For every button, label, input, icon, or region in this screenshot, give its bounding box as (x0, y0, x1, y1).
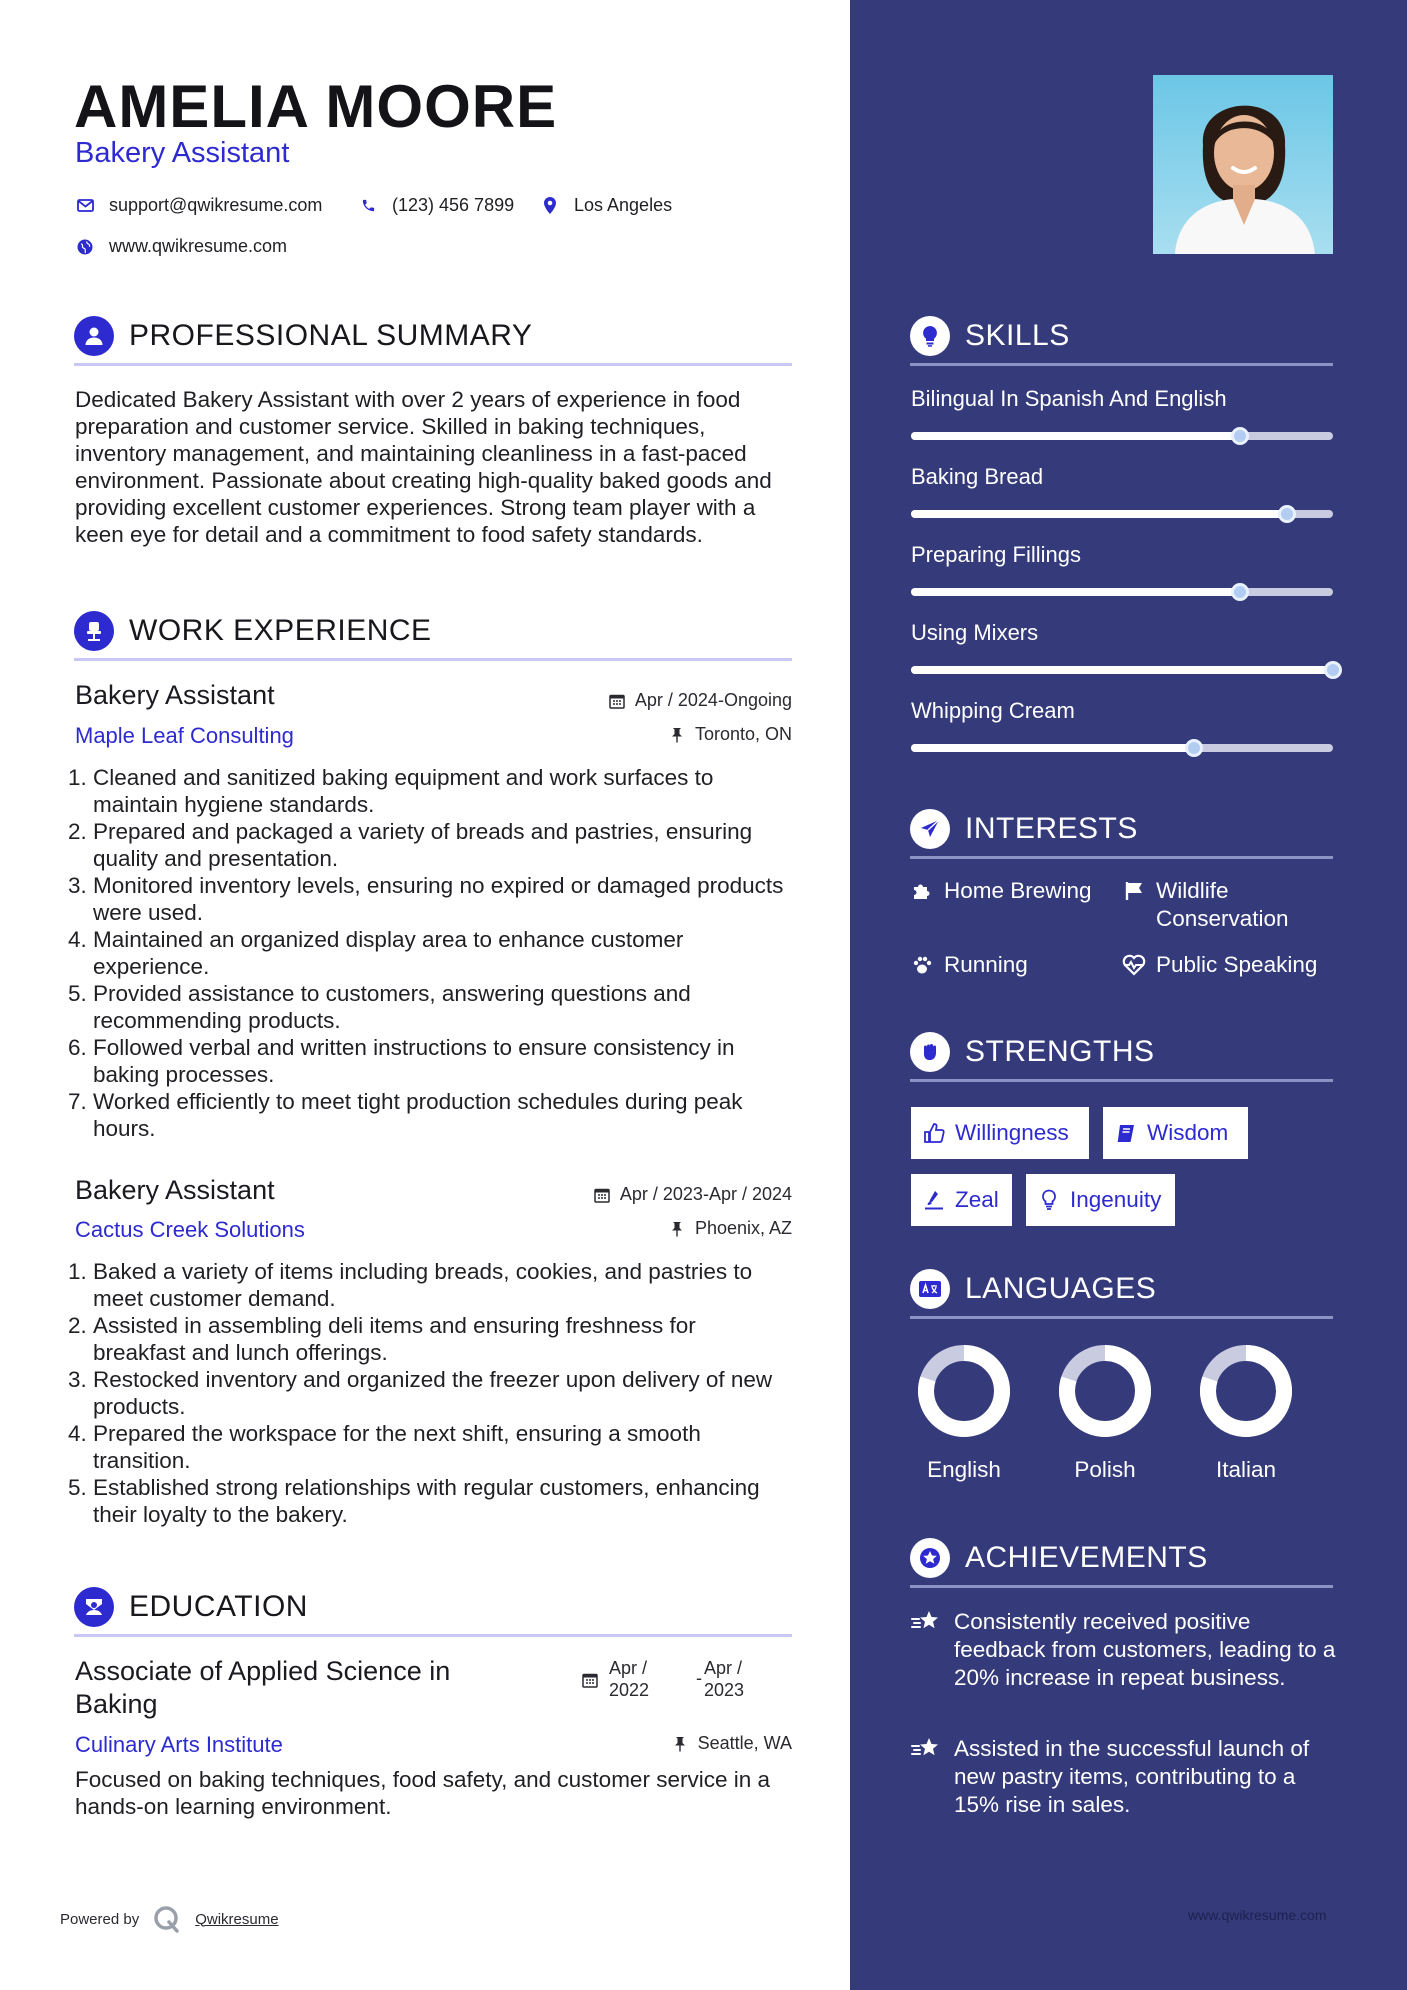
interests-heading: INTERESTS (965, 812, 1138, 845)
language-level-ring (916, 1343, 1012, 1439)
interest-label: Wildlife Conservation (1156, 878, 1289, 931)
powered-by (60, 1905, 279, 1933)
skill-label: Preparing Fillings (911, 542, 1081, 567)
website-text: www.qwikresume.com (109, 236, 288, 256)
list-item: 4. Prepared the workspace for the next shift, ensuring a smooth transition. (93, 1420, 793, 1474)
summary-text: Dedicated Bakery Assistant with over 2 years of experience in food preparation and customer service. Skilled in baking techniques, inventory management, and maintaining cleanliness in a fast-paced environment. Passionate about creating high-quality baked goods and providing excellent customer experiences. Strong team player with a keen eye for detail and a commitment to food safety standards. (75, 387, 772, 547)
job-2-company: Cactus Creek Solutions (75, 1217, 305, 1242)
strength-label: Ingenuity (1070, 1187, 1162, 1212)
job-1-duties (93, 764, 793, 1142)
interest-label: Home Brewing (944, 878, 1092, 903)
calendar-icon (582, 1671, 598, 1693)
language-italian (1186, 1343, 1306, 1483)
strength-label: Wisdom (1147, 1120, 1229, 1145)
job-1-location (669, 724, 792, 745)
strengths-section-header (910, 1032, 1333, 1082)
achievement-text: Assisted in the successful launch of new pastry items, contributing to a 15% rise in sales. (954, 1736, 1310, 1817)
strength-willingness (911, 1107, 1089, 1159)
user-icon (74, 316, 114, 356)
job-2-dates-text: Apr / 2023-Apr / 2024 (619, 1184, 792, 1204)
pushpin-icon (669, 1221, 685, 1237)
achievement-text: Consistently received positive feedback from customers, leading to a 20% increase in repeat business. (954, 1609, 1336, 1690)
job-1-dates (609, 690, 792, 711)
skill-level-knob (1231, 427, 1249, 445)
edu-start-line2: 2022 (609, 1680, 650, 1700)
degree-title: Associate of Applied Science in Baking (75, 1656, 451, 1719)
puzzle-icon (910, 879, 934, 903)
list-item: 3. Restocked inventory and organized the freezer upon delivery of new products. (93, 1366, 793, 1420)
edu-date-dash: - (696, 1668, 702, 1688)
job-1-dates-text: Apr / 2024-Ongoing (634, 690, 792, 710)
interests-section-header (910, 809, 1333, 859)
strength-ingenuity (1026, 1174, 1175, 1226)
job-2-location (669, 1218, 792, 1239)
skill-level-fill (911, 588, 1240, 596)
contact-phone[interactable] (358, 195, 514, 216)
interest-wildlife-conservation (1122, 877, 1322, 933)
job-2-dates (594, 1184, 792, 1205)
education-heading: EDUCATION (129, 1590, 308, 1623)
interest-label: Public Speaking (1156, 952, 1318, 977)
skill-level-fill (911, 510, 1287, 518)
education-end-date (704, 1657, 744, 1701)
skill-label: Whipping Cream (911, 698, 1075, 723)
experience-heading: WORK EXPERIENCE (129, 614, 432, 647)
skill-level-bar (911, 666, 1333, 674)
list-item: 6. Followed verbal and written instructions to ensure consistency in baking processes. (93, 1034, 793, 1088)
contact-email[interactable] (75, 195, 322, 216)
list-item: 5. Provided assistance to customers, answering questions and recommending products. (93, 980, 793, 1034)
thumbs-up-icon (923, 1122, 945, 1144)
skill-level-fill (911, 744, 1194, 752)
list-item: 3. Monitored inventory levels, ensuring no expired or damaged products were used. (93, 872, 793, 926)
footer-url[interactable]: www.qwikresume.com (1188, 1907, 1327, 1923)
shooting-star-icon (910, 1608, 942, 1636)
job-2-title: Bakery Assistant (75, 1175, 275, 1205)
calendar-icon (594, 1187, 610, 1203)
achievements-heading: ACHIEVEMENTS (965, 1541, 1208, 1574)
skill-level-knob (1278, 505, 1296, 523)
raised-fist-icon (910, 1032, 950, 1072)
skill-level-bar (911, 432, 1333, 440)
summary-section-header (74, 316, 792, 366)
strength-zeal (911, 1174, 1012, 1226)
language-polish (1045, 1343, 1165, 1483)
envelope-icon (75, 196, 95, 216)
strength-label: Zeal (955, 1187, 999, 1212)
pushpin-icon (669, 727, 685, 743)
skill-level-fill (911, 432, 1240, 440)
sidebar (850, 0, 1407, 1990)
lightbulb-outline-icon (1038, 1189, 1060, 1211)
skill-level-knob (1231, 583, 1249, 601)
language-label: Italian (1215, 1457, 1277, 1482)
phone-text: (123) 456 7899 (392, 195, 515, 215)
shooting-star-icon (910, 1735, 942, 1763)
strength-label: Willingness (955, 1120, 1069, 1145)
education-section-header (74, 1587, 792, 1637)
skill-label: Baking Bread (911, 464, 1044, 489)
list-item: 1. Cleaned and sanitized baking equipment and work surfaces to maintain hygiene standards. (93, 764, 793, 818)
list-item: 2. Prepared and packaged a variety of breads and pastries, ensuring quality and presentation. (93, 818, 793, 872)
edu-end-line2: 2023 (704, 1680, 745, 1700)
education-start-date (582, 1657, 649, 1701)
strength-wisdom (1103, 1107, 1248, 1159)
list-item: 2. Assisted in assembling deli items and ensuring freshness for breakfast and lunch offerings. (93, 1312, 793, 1366)
list-item: 5. Established strong relationships with regular customers, enhancing their loyalty to the bakery. (93, 1474, 793, 1528)
skill-level-bar (911, 510, 1333, 518)
education-location (672, 1733, 792, 1754)
language-level-ring (1057, 1343, 1153, 1439)
job-1-title: Bakery Assistant (75, 680, 275, 710)
translate-icon (910, 1269, 950, 1309)
achievements-section-header (910, 1538, 1333, 1588)
list-item: 1. Baked a variety of items including breads, cookies, and pastries to meet customer demand. (93, 1258, 793, 1312)
skill-level-fill (911, 666, 1333, 674)
languages-section-header (910, 1269, 1333, 1319)
achievement-1 (910, 1608, 1340, 1692)
summary-heading: PROFESSIONAL SUMMARY (129, 319, 533, 352)
education-description: Focused on baking techniques, food safety, and customer service in a hands-on learning environment. (75, 1767, 770, 1819)
language-label: English (927, 1457, 1001, 1482)
job-2-location-text: Phoenix, AZ (694, 1218, 792, 1238)
office-chair-icon (74, 611, 114, 651)
candidate-title: Bakery Assistant (75, 137, 290, 169)
interest-running (910, 951, 1028, 979)
phone-icon (358, 196, 378, 216)
contact-website[interactable] (75, 236, 287, 257)
skills-heading: SKILLS (965, 319, 1070, 352)
skill-label: Using Mixers (911, 620, 1039, 645)
edu-start-line1: Apr / (609, 1658, 648, 1678)
list-item: 7. Worked efficiently to meet tight production schedules during peak hours. (93, 1088, 793, 1142)
edu-end-line1: Apr / (704, 1658, 743, 1678)
strengths-heading: STRENGTHS (965, 1035, 1155, 1068)
skill-level-bar (911, 588, 1333, 596)
contact-location (540, 195, 672, 216)
candidate-name: AMELIA MOORE (74, 73, 558, 140)
job-1-location-text: Toronto, ON (694, 724, 792, 744)
pen-underline-icon (923, 1189, 945, 1211)
graduate-icon (74, 1587, 114, 1627)
achievement-2 (910, 1735, 1340, 1819)
skill-level-knob (1324, 661, 1342, 679)
language-english (904, 1343, 1024, 1483)
list-item: 4. Maintained an organized display area to enhance customer experience. (93, 926, 793, 980)
heartbeat-icon (1122, 953, 1146, 977)
interest-label: Running (944, 952, 1028, 977)
paw-icon (910, 953, 934, 977)
job-1-company: Maple Leaf Consulting (75, 723, 294, 748)
qwikresume-logo-icon (153, 1905, 181, 1933)
interest-home-brewing (910, 877, 1092, 905)
email-text: support@qwikresume.com (109, 195, 323, 215)
skills-section-header (910, 316, 1333, 366)
pushpin-icon (672, 1736, 688, 1752)
map-pin-icon (540, 196, 560, 216)
star-badge-icon (910, 1538, 950, 1578)
lightbulb-icon (910, 316, 950, 356)
book-icon (1115, 1122, 1137, 1144)
interest-public-speaking (1122, 951, 1317, 979)
profile-photo (1153, 75, 1333, 254)
qwikresume-link[interactable]: Qwikresume (195, 1910, 279, 1928)
location-text: Los Angeles (574, 195, 673, 215)
experience-section-header (74, 611, 792, 661)
skill-label: Bilingual In Spanish And English (911, 386, 1227, 411)
language-level-ring (1198, 1343, 1294, 1439)
calendar-icon (609, 693, 625, 709)
powered-by-label: Powered by (60, 1910, 140, 1928)
language-label: Polish (1074, 1457, 1136, 1482)
skill-level-bar (911, 744, 1333, 752)
languages-heading: LANGUAGES (965, 1272, 1157, 1305)
job-2-duties (93, 1258, 793, 1528)
education-location-text: Seattle, WA (697, 1733, 792, 1753)
school-name: Culinary Arts Institute (75, 1732, 283, 1757)
paper-plane-icon (910, 809, 950, 849)
skill-level-knob (1185, 739, 1203, 757)
flag-icon (1122, 879, 1146, 903)
globe-icon (75, 237, 95, 257)
